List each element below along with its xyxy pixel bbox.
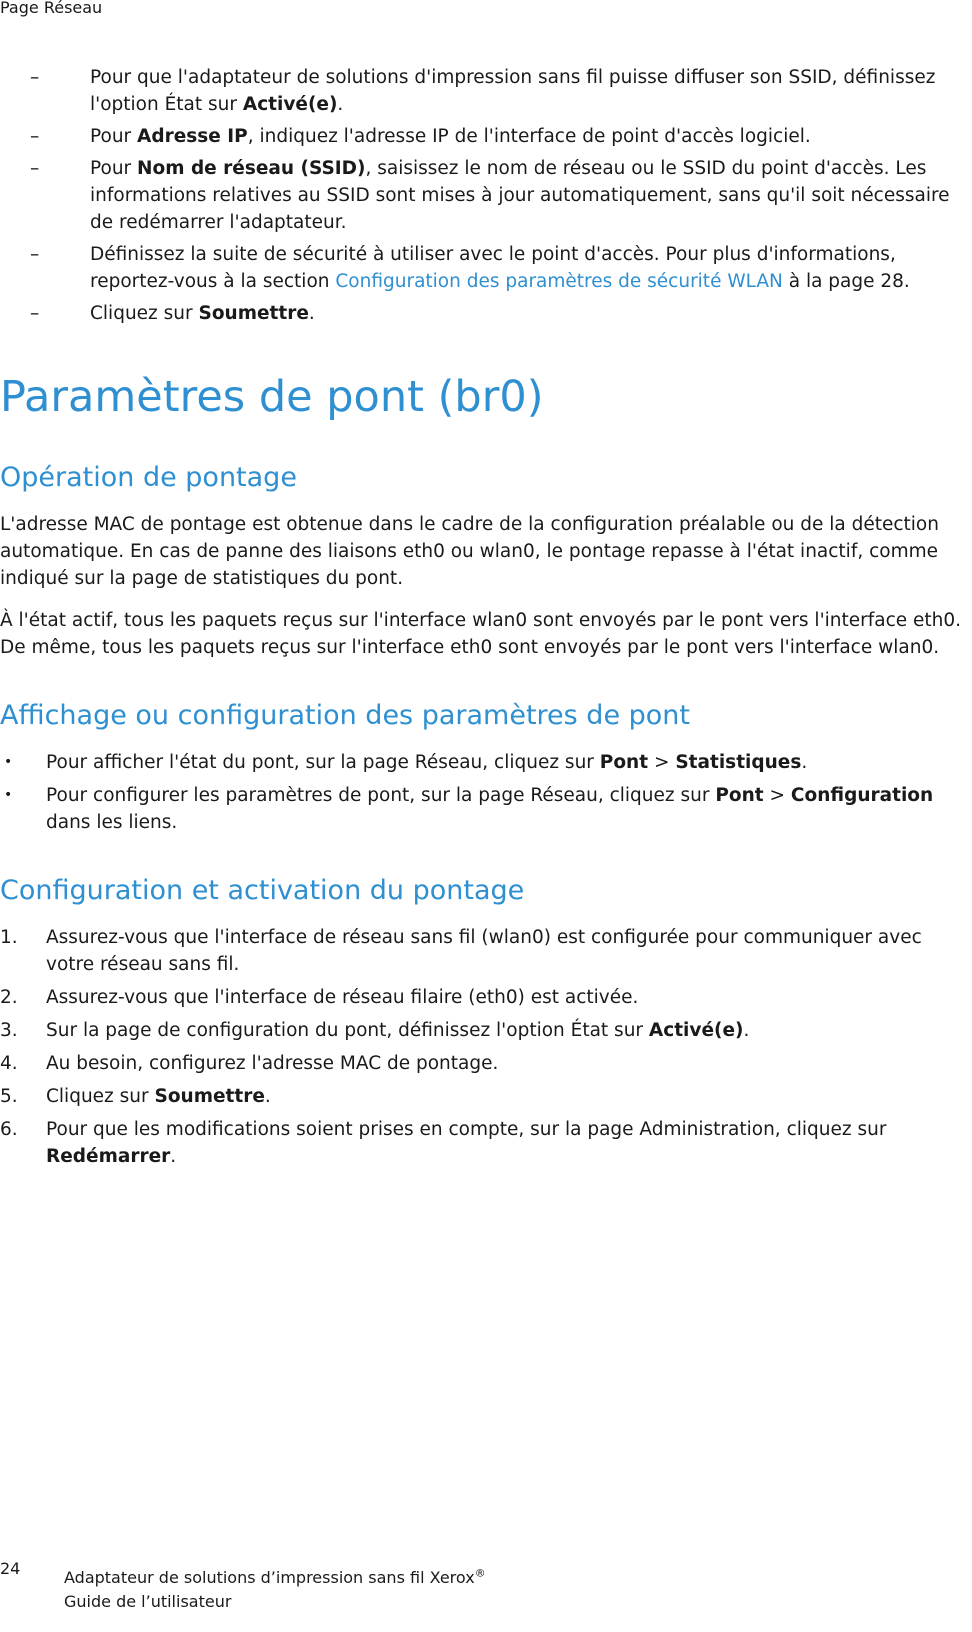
running-header-title: Page Réseau	[0, 0, 103, 17]
step-number: 5.	[0, 1086, 18, 1107]
dash-item-text-end: .	[308, 303, 315, 324]
dash-item-text: Pour que l'adaptateur de solutions d'impression sans fil puisse diffuser son SSID, définissez l'option État sur	[90, 67, 936, 115]
page-number: 24	[0, 1559, 21, 1578]
bullet-marker: •	[4, 754, 13, 770]
enable-steps-list	[0, 924, 972, 1170]
step-bold: Activé(e)	[648, 1020, 744, 1041]
page-footer	[0, 1556, 972, 1632]
bullet-text: Pour configurer les paramètres de pont, sur la page Réseau, cliquez sur	[46, 785, 716, 806]
step-text: Au besoin, configurez l'adresse MAC de pontage.	[46, 1053, 499, 1074]
dash-item-text-end: .	[337, 94, 344, 115]
footer-product-name: Adaptateur de solutions d’impression sans fil Xerox	[64, 1568, 475, 1587]
step-text-end: .	[170, 1146, 177, 1167]
dash-item-text: Pour	[90, 126, 138, 147]
step-number: 2.	[0, 987, 18, 1008]
footer-product-line	[64, 1566, 486, 1590]
dash-item-bold: Activé(e)	[242, 94, 338, 115]
bridging-paragraph-1: L'adresse MAC de pontage est obtenue dans le cadre de la configuration préalable ou de la détection automatique. En cas de panne des liaisons eth0 ou wlan0, le pontage repasse à l'état inactif, comme indiqué sur la page de statistiques du pont.	[0, 514, 939, 589]
bullet-separator: >	[648, 752, 676, 773]
step-text: Sur la page de configuration du pont, définissez l'option État sur	[46, 1020, 649, 1041]
bullet-text-end: dans les liens.	[46, 812, 178, 833]
bridging-paragraph-2: À l'état actif, tous les paquets reçus sur l'interface wlan0 sont envoyés par le pont vers l'interface eth0. De même, tous les paquets reçus sur l'interface eth0 sont envoyés par le pont vers l'interface wlan0.	[0, 610, 962, 658]
dash-item	[0, 155, 972, 236]
dash-item	[0, 300, 972, 327]
page-content	[0, 64, 972, 1176]
step-number: 4.	[0, 1053, 18, 1074]
dash-item	[0, 241, 972, 295]
dash-item-bold: Adresse IP	[137, 126, 248, 147]
dash-marker: –	[30, 158, 40, 179]
dash-item-bold: Nom de réseau (SSID)	[137, 158, 366, 179]
bullet-bold-pont: Pont	[715, 785, 764, 806]
step-number: 3.	[0, 1020, 18, 1041]
step-item	[0, 984, 972, 1011]
bullet-item	[0, 749, 972, 776]
dash-item-text-end: , indiquez l'adresse IP de l'interface de point d'accès logiciel.	[247, 126, 811, 147]
view-config-bullet-list	[0, 749, 972, 836]
dash-marker: –	[30, 126, 40, 147]
step-text-end: .	[264, 1086, 271, 1107]
bullet-bold-pont: Pont	[599, 752, 649, 773]
dash-marker: –	[30, 303, 40, 324]
step-item	[0, 1116, 972, 1170]
step-number: 1.	[0, 927, 18, 948]
step-text-end: .	[743, 1020, 750, 1041]
dash-item	[0, 123, 972, 150]
dash-item-text-end: , saisissez le nom de réseau ou le SSID du point d'accès. Les informations relatives au SSID sont mises à jour automatiquement, sans qu'il soit nécessaire de redémarrer l'adaptateur.	[90, 158, 950, 233]
step-item	[0, 924, 972, 978]
footer-product-block	[64, 1566, 486, 1614]
running-header	[0, 0, 102, 16]
bullet-marker: •	[4, 787, 13, 803]
step-item	[0, 1050, 972, 1077]
step-item	[0, 1017, 972, 1044]
view-config-heading: Affichage ou configuration des paramètres de pont	[0, 700, 690, 731]
step-number: 6.	[0, 1119, 18, 1140]
step-bold: Soumettre	[154, 1086, 265, 1107]
step-text: Cliquez sur	[46, 1086, 155, 1107]
section-title: Paramètres de pont (br0)	[0, 372, 544, 422]
step-bold: Redémarrer	[46, 1146, 171, 1167]
dash-marker: –	[30, 244, 40, 265]
bullet-text: Pour afficher l'état du pont, sur la page Réseau, cliquez sur	[46, 752, 600, 773]
step-text: Pour que les modifications soient prises en compte, sur la page Administration, cliquez sur	[46, 1119, 887, 1140]
bullet-item	[0, 782, 972, 836]
dash-item-text: Définissez la suite de sécurité à utiliser avec le point d'accès. Pour plus d'informations, reportez-vous à la section	[90, 244, 896, 292]
dash-item-bold: Soumettre	[198, 303, 309, 324]
footer-guide-line: Guide de l’utilisateur	[64, 1592, 232, 1611]
dash-item-text-end: à la page 28.	[782, 271, 910, 292]
procedure-dash-list	[0, 64, 972, 327]
step-text: Assurez-vous que l'interface de réseau sans fil (wlan0) est configurée pour communiquer avec votre réseau sans fil.	[46, 927, 922, 975]
bullet-separator: >	[763, 785, 791, 806]
step-text: Assurez-vous que l'interface de réseau filaire (eth0) est activée.	[46, 987, 639, 1008]
bullet-bold-target: Statistiques	[675, 752, 802, 773]
dash-item-text: Cliquez sur	[90, 303, 199, 324]
wlan-security-link[interactable]: Configuration des paramètres de sécurité WLAN	[335, 271, 783, 292]
dash-item-text: Pour	[90, 158, 138, 179]
step-item	[0, 1083, 972, 1110]
dash-item	[0, 64, 972, 118]
registered-mark: ®	[474, 1566, 486, 1580]
enable-heading: Configuration et activation du pontage	[0, 875, 525, 906]
dash-marker: –	[30, 67, 40, 88]
bridging-heading: Opération de pontage	[0, 462, 297, 493]
bullet-text-end: .	[801, 752, 808, 773]
bullet-bold-target: Configuration	[790, 785, 934, 806]
